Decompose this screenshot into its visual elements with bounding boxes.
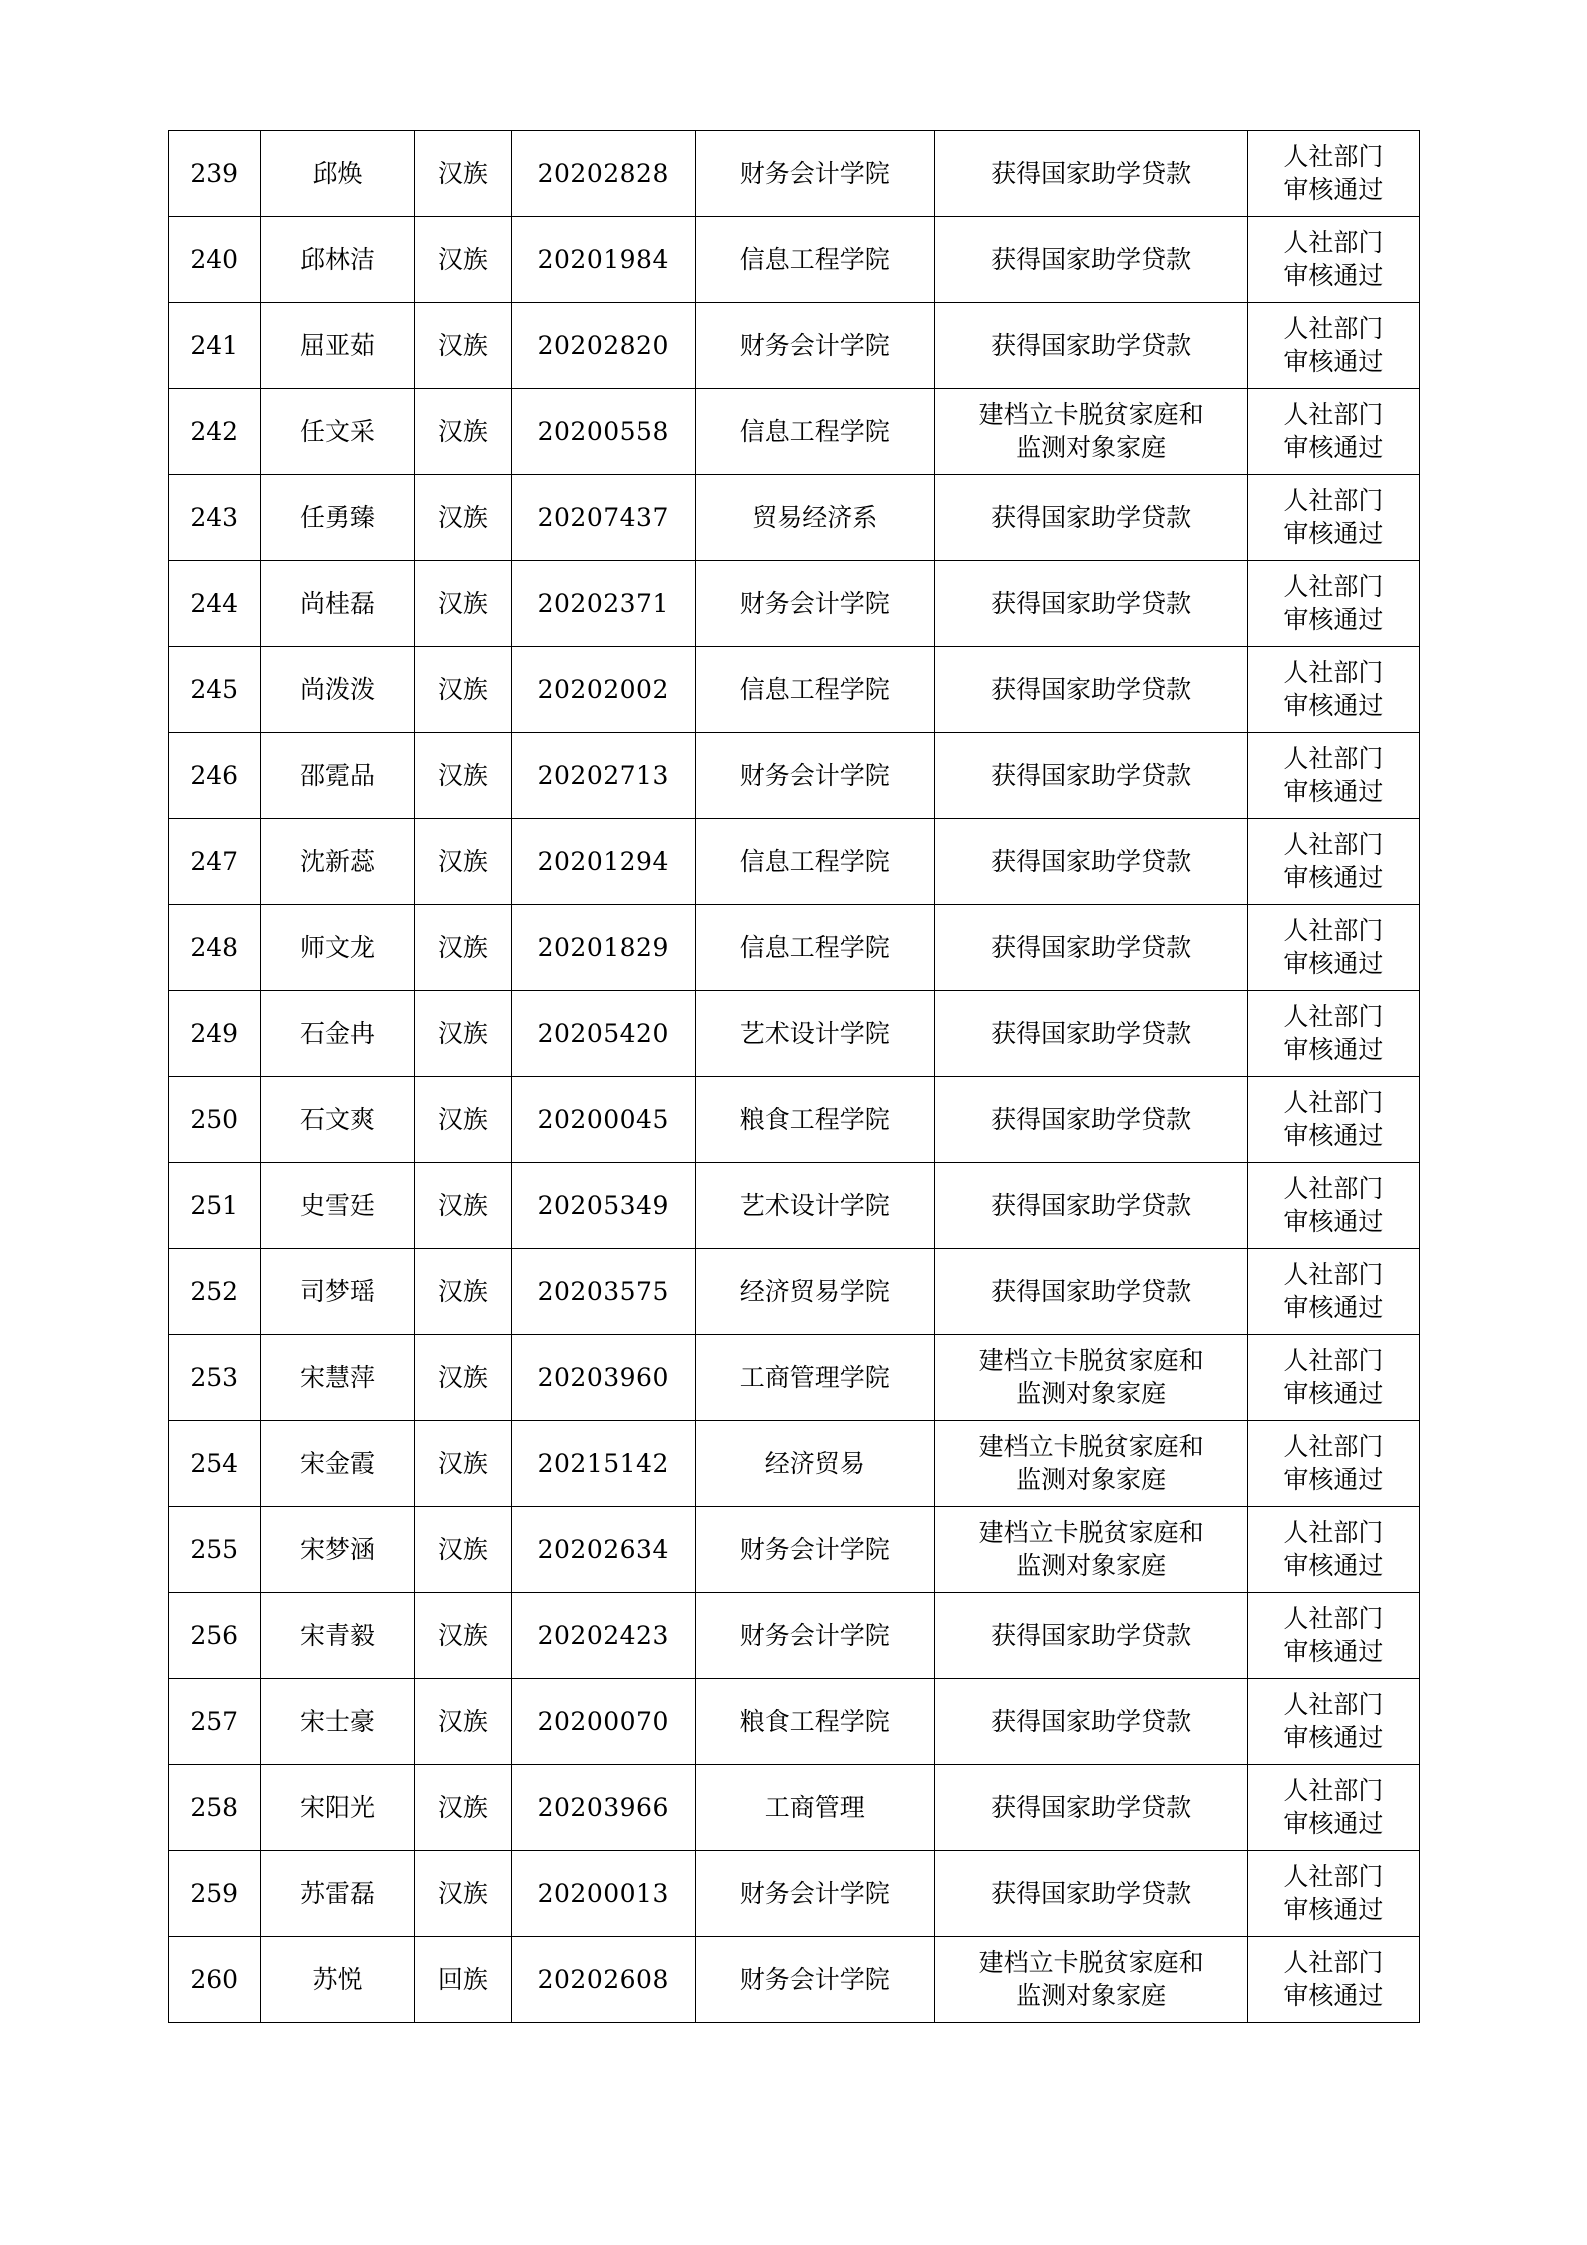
table-row — [168, 217, 1419, 303]
cell-index: 256 — [168, 1593, 260, 1679]
cell-index: 260 — [168, 1937, 260, 2023]
cell-status-line1: 人社部门 — [1283, 744, 1384, 773]
cell-student-id: 20205420 — [511, 991, 695, 1077]
cell-nation: 汉族 — [415, 991, 512, 1077]
cell-status — [1248, 1765, 1419, 1851]
cell-reason: 获得国家助学贷款 — [934, 1765, 1248, 1851]
cell-college: 财务会计学院 — [695, 1507, 934, 1593]
cell-nation: 汉族 — [415, 819, 512, 905]
cell-college: 粮食工程学院 — [695, 1679, 934, 1765]
cell-index: 257 — [168, 1679, 260, 1765]
cell-status-line1: 人社部门 — [1283, 1174, 1384, 1203]
table-row — [168, 1163, 1419, 1249]
cell-status — [1248, 389, 1419, 475]
cell-status-line1: 人社部门 — [1283, 1260, 1384, 1289]
cell-name: 任文采 — [260, 389, 414, 475]
cell-nation: 汉族 — [415, 1421, 512, 1507]
cell-status-line1: 人社部门 — [1283, 1346, 1384, 1375]
cell-index: 255 — [168, 1507, 260, 1593]
table-row — [168, 389, 1419, 475]
cell-status-line2: 审核通过 — [1283, 1894, 1384, 1924]
cell-college: 粮食工程学院 — [695, 1077, 934, 1163]
cell-status-line1: 人社部门 — [1283, 1088, 1384, 1117]
cell-nation: 汉族 — [415, 217, 512, 303]
cell-status-line2: 审核通过 — [1283, 776, 1384, 806]
cell-index: 253 — [168, 1335, 260, 1421]
cell-reason-line2: 监测对象家庭 — [1016, 1378, 1167, 1408]
table-row — [168, 1937, 1419, 2023]
cell-index: 249 — [168, 991, 260, 1077]
cell-name: 宋慧萍 — [260, 1335, 414, 1421]
table-row — [168, 1507, 1419, 1593]
cell-index: 252 — [168, 1249, 260, 1335]
table-row — [168, 1765, 1419, 1851]
cell-nation: 汉族 — [415, 905, 512, 991]
cell-status-line2: 审核通过 — [1283, 690, 1384, 720]
cell-status-line1: 人社部门 — [1283, 830, 1384, 859]
cell-college: 财务会计学院 — [695, 733, 934, 819]
cell-status-line1: 人社部门 — [1283, 1690, 1384, 1719]
cell-status-line2: 审核通过 — [1283, 1980, 1384, 2010]
cell-status-line2: 审核通过 — [1283, 346, 1384, 376]
table-row — [168, 475, 1419, 561]
cell-reason — [934, 1335, 1248, 1421]
cell-student-id: 20200013 — [511, 1851, 695, 1937]
cell-student-id: 20200045 — [511, 1077, 695, 1163]
cell-reason: 获得国家助学贷款 — [934, 1163, 1248, 1249]
cell-status-line1: 人社部门 — [1283, 1948, 1384, 1977]
cell-status — [1248, 131, 1419, 217]
cell-college: 信息工程学院 — [695, 905, 934, 991]
cell-college: 艺术设计学院 — [695, 1163, 934, 1249]
cell-status — [1248, 1163, 1419, 1249]
cell-status-line1: 人社部门 — [1283, 314, 1384, 343]
cell-reason: 获得国家助学贷款 — [934, 303, 1248, 389]
cell-name: 司梦瑶 — [260, 1249, 414, 1335]
cell-name: 宋阳光 — [260, 1765, 414, 1851]
cell-status-line2: 审核通过 — [1283, 1722, 1384, 1752]
cell-status-line1: 人社部门 — [1283, 916, 1384, 945]
cell-name: 沈新蕊 — [260, 819, 414, 905]
roster-table-body — [168, 131, 1419, 2023]
cell-status-line1: 人社部门 — [1283, 1002, 1384, 1031]
cell-reason-line1: 建档立卡脱贫家庭和 — [978, 1432, 1204, 1461]
cell-index: 247 — [168, 819, 260, 905]
cell-status-line2: 审核通过 — [1283, 432, 1384, 462]
cell-student-id: 20201829 — [511, 905, 695, 991]
cell-reason: 获得国家助学贷款 — [934, 991, 1248, 1077]
cell-reason: 获得国家助学贷款 — [934, 647, 1248, 733]
roster-table — [168, 130, 1420, 2023]
cell-index: 259 — [168, 1851, 260, 1937]
cell-index: 251 — [168, 1163, 260, 1249]
cell-name: 苏悦 — [260, 1937, 414, 2023]
cell-reason: 获得国家助学贷款 — [934, 475, 1248, 561]
cell-status — [1248, 475, 1419, 561]
table-row — [168, 1335, 1419, 1421]
cell-student-id: 20202608 — [511, 1937, 695, 2023]
cell-student-id: 20203960 — [511, 1335, 695, 1421]
cell-status-line2: 审核通过 — [1283, 518, 1384, 548]
table-row — [168, 1593, 1419, 1679]
table-row — [168, 905, 1419, 991]
cell-index: 243 — [168, 475, 260, 561]
cell-name: 邱焕 — [260, 131, 414, 217]
cell-status — [1248, 561, 1419, 647]
table-row — [168, 819, 1419, 905]
cell-status — [1248, 1679, 1419, 1765]
table-row — [168, 1679, 1419, 1765]
cell-student-id: 20201294 — [511, 819, 695, 905]
table-row — [168, 733, 1419, 819]
cell-status-line2: 审核通过 — [1283, 1550, 1384, 1580]
cell-student-id: 20200558 — [511, 389, 695, 475]
cell-status — [1248, 1851, 1419, 1937]
cell-name: 屈亚茹 — [260, 303, 414, 389]
cell-nation: 汉族 — [415, 475, 512, 561]
cell-status-line1: 人社部门 — [1283, 1518, 1384, 1547]
cell-reason: 获得国家助学贷款 — [934, 1679, 1248, 1765]
cell-status — [1248, 1507, 1419, 1593]
cell-name: 苏雷磊 — [260, 1851, 414, 1937]
cell-status — [1248, 1593, 1419, 1679]
cell-status-line1: 人社部门 — [1283, 142, 1384, 171]
cell-status-line2: 审核通过 — [1283, 1206, 1384, 1236]
cell-college: 艺术设计学院 — [695, 991, 934, 1077]
cell-nation: 汉族 — [415, 1507, 512, 1593]
cell-college: 财务会计学院 — [695, 1937, 934, 2023]
cell-name: 任勇臻 — [260, 475, 414, 561]
cell-reason — [934, 1937, 1248, 2023]
cell-reason: 获得国家助学贷款 — [934, 131, 1248, 217]
cell-name: 宋士豪 — [260, 1679, 414, 1765]
cell-nation: 汉族 — [415, 733, 512, 819]
table-row — [168, 991, 1419, 1077]
cell-reason — [934, 389, 1248, 475]
table-row — [168, 1851, 1419, 1937]
cell-student-id: 20205349 — [511, 1163, 695, 1249]
cell-reason: 获得国家助学贷款 — [934, 819, 1248, 905]
cell-student-id: 20203966 — [511, 1765, 695, 1851]
cell-index: 258 — [168, 1765, 260, 1851]
table-row — [168, 1421, 1419, 1507]
cell-status-line1: 人社部门 — [1283, 1604, 1384, 1633]
cell-student-id: 20202423 — [511, 1593, 695, 1679]
cell-college: 财务会计学院 — [695, 131, 934, 217]
cell-college: 信息工程学院 — [695, 217, 934, 303]
cell-reason-line2: 监测对象家庭 — [1016, 1550, 1167, 1580]
table-row — [168, 561, 1419, 647]
cell-name: 宋青毅 — [260, 1593, 414, 1679]
cell-index: 242 — [168, 389, 260, 475]
cell-college: 贸易经济系 — [695, 475, 934, 561]
cell-status-line2: 审核通过 — [1283, 1464, 1384, 1494]
cell-college: 财务会计学院 — [695, 561, 934, 647]
cell-name: 石文爽 — [260, 1077, 414, 1163]
cell-student-id: 20202828 — [511, 131, 695, 217]
cell-nation: 汉族 — [415, 1163, 512, 1249]
cell-status-line2: 审核通过 — [1283, 260, 1384, 290]
cell-status-line2: 审核通过 — [1283, 862, 1384, 892]
cell-status — [1248, 819, 1419, 905]
cell-status-line2: 审核通过 — [1283, 1808, 1384, 1838]
cell-status-line1: 人社部门 — [1283, 1862, 1384, 1891]
cell-status — [1248, 905, 1419, 991]
cell-reason: 获得国家助学贷款 — [934, 733, 1248, 819]
cell-college: 工商管理学院 — [695, 1335, 934, 1421]
cell-name: 宋梦涵 — [260, 1507, 414, 1593]
cell-nation: 汉族 — [415, 1851, 512, 1937]
cell-student-id: 20202820 — [511, 303, 695, 389]
cell-reason-line1: 建档立卡脱贫家庭和 — [978, 1346, 1204, 1375]
cell-reason: 获得国家助学贷款 — [934, 1077, 1248, 1163]
cell-student-id: 20201984 — [511, 217, 695, 303]
cell-index: 250 — [168, 1077, 260, 1163]
cell-status-line2: 审核通过 — [1283, 948, 1384, 978]
cell-reason: 获得国家助学贷款 — [934, 217, 1248, 303]
cell-status-line1: 人社部门 — [1283, 658, 1384, 687]
cell-nation: 汉族 — [415, 1335, 512, 1421]
cell-college: 财务会计学院 — [695, 1593, 934, 1679]
cell-reason: 获得国家助学贷款 — [934, 1593, 1248, 1679]
cell-student-id: 20202634 — [511, 1507, 695, 1593]
cell-name: 尚桂磊 — [260, 561, 414, 647]
cell-reason: 获得国家助学贷款 — [934, 1249, 1248, 1335]
cell-reason-line2: 监测对象家庭 — [1016, 1464, 1167, 1494]
cell-status-line2: 审核通过 — [1283, 174, 1384, 204]
table-row — [168, 647, 1419, 733]
cell-name: 宋金霞 — [260, 1421, 414, 1507]
cell-nation: 汉族 — [415, 131, 512, 217]
cell-reason-line2: 监测对象家庭 — [1016, 432, 1167, 462]
table-row — [168, 1077, 1419, 1163]
cell-college: 信息工程学院 — [695, 819, 934, 905]
cell-status — [1248, 1937, 1419, 2023]
cell-status — [1248, 1077, 1419, 1163]
cell-name: 尚泼泼 — [260, 647, 414, 733]
cell-student-id: 20202713 — [511, 733, 695, 819]
cell-status — [1248, 217, 1419, 303]
cell-reason: 获得国家助学贷款 — [934, 561, 1248, 647]
cell-status — [1248, 1421, 1419, 1507]
cell-status — [1248, 647, 1419, 733]
cell-status — [1248, 733, 1419, 819]
cell-index: 246 — [168, 733, 260, 819]
table-row — [168, 131, 1419, 217]
cell-college: 经济贸易 — [695, 1421, 934, 1507]
cell-nation: 汉族 — [415, 1679, 512, 1765]
cell-student-id: 20207437 — [511, 475, 695, 561]
cell-index: 239 — [168, 131, 260, 217]
cell-reason — [934, 1507, 1248, 1593]
cell-reason-line2: 监测对象家庭 — [1016, 1980, 1167, 2010]
cell-status-line2: 审核通过 — [1283, 1636, 1384, 1666]
cell-college: 工商管理 — [695, 1765, 934, 1851]
cell-name: 师文龙 — [260, 905, 414, 991]
cell-status-line1: 人社部门 — [1283, 228, 1384, 257]
cell-nation: 汉族 — [415, 647, 512, 733]
cell-status-line2: 审核通过 — [1283, 1034, 1384, 1064]
cell-status-line2: 审核通过 — [1283, 1292, 1384, 1322]
cell-nation: 汉族 — [415, 1249, 512, 1335]
cell-college: 财务会计学院 — [695, 303, 934, 389]
cell-college: 财务会计学院 — [695, 1851, 934, 1937]
cell-college: 经济贸易学院 — [695, 1249, 934, 1335]
cell-college: 信息工程学院 — [695, 647, 934, 733]
cell-status-line2: 审核通过 — [1283, 1378, 1384, 1408]
cell-status-line1: 人社部门 — [1283, 400, 1384, 429]
cell-student-id: 20202002 — [511, 647, 695, 733]
cell-nation: 汉族 — [415, 1765, 512, 1851]
cell-status-line1: 人社部门 — [1283, 1432, 1384, 1461]
cell-reason-line1: 建档立卡脱贫家庭和 — [978, 400, 1204, 429]
cell-college: 信息工程学院 — [695, 389, 934, 475]
cell-status-line1: 人社部门 — [1283, 1776, 1384, 1805]
cell-student-id: 20200070 — [511, 1679, 695, 1765]
cell-status-line1: 人社部门 — [1283, 486, 1384, 515]
cell-index: 241 — [168, 303, 260, 389]
table-row — [168, 1249, 1419, 1335]
cell-nation: 汉族 — [415, 1077, 512, 1163]
cell-reason: 获得国家助学贷款 — [934, 905, 1248, 991]
cell-nation: 汉族 — [415, 1593, 512, 1679]
cell-nation: 汉族 — [415, 303, 512, 389]
cell-name: 邱林洁 — [260, 217, 414, 303]
cell-index: 254 — [168, 1421, 260, 1507]
cell-reason-line1: 建档立卡脱贫家庭和 — [978, 1518, 1204, 1547]
cell-status — [1248, 991, 1419, 1077]
cell-status-line2: 审核通过 — [1283, 1120, 1384, 1150]
cell-student-id: 20202371 — [511, 561, 695, 647]
cell-status — [1248, 1249, 1419, 1335]
cell-name: 石金冉 — [260, 991, 414, 1077]
cell-student-id: 20215142 — [511, 1421, 695, 1507]
cell-student-id: 20203575 — [511, 1249, 695, 1335]
cell-nation: 汉族 — [415, 561, 512, 647]
cell-index: 240 — [168, 217, 260, 303]
cell-index: 248 — [168, 905, 260, 991]
cell-reason-line1: 建档立卡脱贫家庭和 — [978, 1948, 1204, 1977]
cell-status-line2: 审核通过 — [1283, 604, 1384, 634]
cell-nation: 汉族 — [415, 389, 512, 475]
cell-status-line1: 人社部门 — [1283, 572, 1384, 601]
cell-reason: 获得国家助学贷款 — [934, 1851, 1248, 1937]
cell-status — [1248, 303, 1419, 389]
cell-name: 邵霓品 — [260, 733, 414, 819]
roster-table-wrapper — [168, 130, 1420, 2023]
cell-index: 244 — [168, 561, 260, 647]
cell-status — [1248, 1335, 1419, 1421]
cell-index: 245 — [168, 647, 260, 733]
table-row — [168, 303, 1419, 389]
cell-reason — [934, 1421, 1248, 1507]
cell-name: 史雪廷 — [260, 1163, 414, 1249]
cell-nation: 回族 — [415, 1937, 512, 2023]
